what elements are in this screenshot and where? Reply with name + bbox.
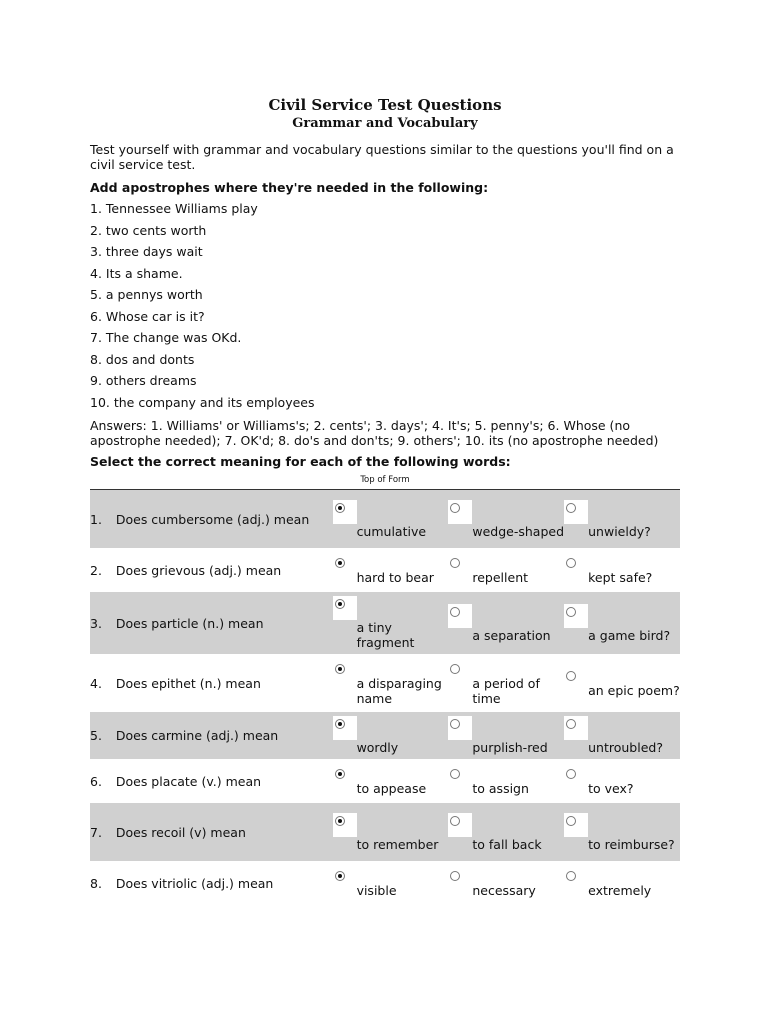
answer-option[interactable] — [333, 861, 449, 905]
radio-button[interactable] — [448, 813, 472, 837]
question-text: Does particle (n.) mean — [116, 592, 333, 654]
radio-button[interactable] — [448, 661, 472, 675]
answer-option[interactable] — [448, 548, 564, 592]
question-number: 2. — [90, 562, 102, 578]
option-label: a tiny fragment — [356, 620, 415, 650]
answer-option[interactable] — [564, 490, 680, 548]
document-page — [90, 96, 680, 905]
radio-button[interactable] — [333, 661, 357, 675]
top-of-form-label: Top of Form — [360, 475, 410, 485]
vocabulary-quiz-table — [90, 490, 680, 905]
radio-checked-icon — [335, 558, 345, 568]
radio-unchecked-icon — [450, 558, 460, 568]
question-number: 6. — [90, 773, 102, 789]
radio-button[interactable] — [564, 555, 588, 569]
table-row — [90, 759, 680, 803]
radio-button[interactable] — [333, 716, 357, 740]
list-item: 10. the company and its employees — [90, 394, 315, 410]
option-label: kept safe? — [588, 570, 653, 585]
answer-option[interactable] — [564, 548, 680, 592]
radio-unchecked-icon — [450, 607, 460, 617]
radio-button[interactable] — [564, 868, 588, 882]
meaning-heading: Select the correct meaning for each of the following words: — [90, 454, 511, 469]
option-label: to assign — [472, 781, 529, 796]
list-item: 1. Tennessee Williams play — [90, 201, 258, 216]
answer-option[interactable] — [448, 592, 564, 654]
list-item: 5. a pennys worth — [90, 287, 203, 302]
option-label: a period of time — [472, 675, 540, 706]
radio-button[interactable] — [564, 766, 588, 780]
table-row — [90, 490, 680, 548]
option-label: to appease — [356, 781, 427, 796]
radio-unchecked-icon — [450, 664, 460, 674]
question-number: 1. — [90, 490, 116, 548]
option-label: to reimburse? — [588, 836, 675, 852]
question-number: 4. — [90, 675, 102, 691]
answer-option[interactable] — [333, 654, 449, 712]
list-item: 3. three days wait — [90, 244, 203, 259]
answer-option[interactable] — [333, 548, 449, 592]
table-row — [90, 654, 680, 712]
radio-unchecked-icon — [566, 769, 576, 779]
list-item: 9. others dreams — [90, 373, 197, 388]
option-label: wordly — [356, 740, 399, 755]
radio-unchecked-icon — [450, 816, 460, 826]
option-label: a separation — [472, 627, 551, 643]
question-number: 8. — [90, 875, 102, 891]
radio-button[interactable] — [448, 604, 472, 628]
radio-button[interactable] — [564, 813, 588, 837]
option-label: visible — [356, 883, 397, 898]
option-label: to vex? — [588, 781, 634, 796]
question-text: Does grievous (adj.) mean — [115, 562, 282, 578]
radio-button[interactable] — [448, 555, 472, 569]
option-label: to fall back — [472, 836, 542, 852]
radio-button[interactable] — [448, 500, 472, 524]
answer-option[interactable] — [448, 490, 564, 548]
question-text: Does vitriolic (adj.) mean — [115, 875, 274, 891]
radio-button[interactable] — [448, 868, 472, 882]
radio-checked-icon — [335, 871, 345, 881]
radio-checked-icon — [335, 599, 345, 609]
answer-option[interactable] — [564, 592, 680, 654]
radio-unchecked-icon — [450, 719, 460, 729]
radio-button[interactable] — [333, 596, 357, 620]
intro-paragraph: Test yourself with grammar and vocabulary questions similar to the questions you'll find on a civil service test. — [90, 142, 674, 172]
answer-option[interactable] — [448, 803, 564, 861]
radio-button[interactable] — [564, 668, 588, 682]
table-row — [90, 592, 680, 654]
answer-option[interactable] — [333, 712, 449, 759]
radio-unchecked-icon — [566, 719, 576, 729]
option-label: necessary — [472, 883, 536, 898]
answers-paragraph: Answers: 1. Williams' or Williams's; 2. cents'; 3. days'; 4. It's; 5. penny's; 6. Whose (no apostrophe needed); 7. OK'd; 8. do's and don'ts; 9. others'; 10. its (no apostrophe needed) — [90, 418, 659, 448]
option-label: cumulative — [356, 523, 427, 539]
option-label: an epic poem? — [588, 683, 680, 698]
radio-button[interactable] — [333, 766, 357, 780]
answer-option[interactable] — [448, 654, 564, 712]
radio-unchecked-icon — [566, 671, 576, 681]
radio-checked-icon — [335, 719, 345, 729]
question-text: Does cumbersome (adj.) mean — [116, 490, 333, 548]
radio-button[interactable] — [333, 555, 357, 569]
option-label: wedge-shaped — [472, 523, 565, 539]
apostrophe-list — [90, 201, 680, 416]
answer-option[interactable] — [448, 861, 564, 905]
radio-unchecked-icon — [450, 769, 460, 779]
radio-unchecked-icon — [566, 607, 576, 617]
radio-button[interactable] — [333, 500, 357, 524]
list-item: 2. two cents worth — [90, 222, 207, 238]
answer-option[interactable] — [564, 712, 680, 759]
radio-button[interactable] — [333, 813, 357, 837]
apostrophe-heading: Add apostrophes where they're needed in the following: — [90, 180, 489, 195]
answer-option[interactable] — [564, 803, 680, 861]
question-text: Does placate (v.) mean — [115, 773, 262, 789]
radio-checked-icon — [335, 664, 345, 674]
radio-button[interactable] — [448, 716, 472, 740]
option-label: hard to bear — [356, 570, 434, 585]
radio-unchecked-icon — [450, 871, 460, 881]
list-item: 7. The change was OKd. — [90, 330, 242, 345]
table-row — [90, 548, 680, 592]
radio-button[interactable] — [564, 500, 588, 524]
radio-button[interactable] — [448, 766, 472, 780]
question-text: Does recoil (v) mean — [116, 803, 333, 861]
radio-button[interactable] — [564, 604, 588, 628]
question-text: Does carmine (adj.) mean — [116, 712, 333, 759]
answer-option[interactable] — [564, 654, 680, 712]
page-subtitle: Grammar and Vocabulary — [292, 116, 478, 131]
page-title: Civil Service Test Questions — [268, 96, 502, 114]
list-item: 8. dos and donts — [90, 351, 195, 367]
answer-option[interactable] — [333, 803, 449, 861]
answer-option[interactable] — [564, 861, 680, 905]
answer-option[interactable] — [448, 712, 564, 759]
radio-unchecked-icon — [566, 871, 576, 881]
answer-option[interactable] — [333, 592, 449, 654]
radio-unchecked-icon — [566, 816, 576, 826]
answer-option[interactable] — [564, 759, 680, 803]
option-label: repellent — [472, 570, 529, 585]
radio-checked-icon — [335, 769, 345, 779]
question-number: 7. — [90, 803, 116, 861]
option-label: a game bird? — [588, 627, 671, 643]
answer-option[interactable] — [333, 759, 449, 803]
option-label: unwieldy? — [588, 523, 651, 539]
option-label: untroubled? — [588, 740, 663, 755]
table-row — [90, 861, 680, 905]
radio-unchecked-icon — [450, 503, 460, 513]
question-text: Does epithet (n.) mean — [115, 675, 261, 691]
option-label: extremely — [588, 883, 652, 898]
table-row — [90, 803, 680, 861]
option-label: to remember — [356, 836, 439, 852]
answer-option[interactable] — [448, 759, 564, 803]
radio-unchecked-icon — [566, 503, 576, 513]
radio-checked-icon — [335, 816, 345, 826]
list-item: 6. Whose car is it? — [90, 308, 205, 324]
question-number: 3. — [90, 592, 116, 654]
radio-button[interactable] — [333, 868, 357, 882]
option-label: purplish-red — [472, 740, 548, 755]
radio-checked-icon — [335, 503, 345, 513]
table-row — [90, 712, 680, 759]
list-item: 4. Its a shame. — [90, 265, 183, 281]
option-label: a disparaging name — [356, 675, 442, 706]
radio-unchecked-icon — [566, 558, 576, 568]
question-number: 5. — [90, 712, 116, 759]
radio-button[interactable] — [564, 716, 588, 740]
answer-option[interactable] — [333, 490, 449, 548]
